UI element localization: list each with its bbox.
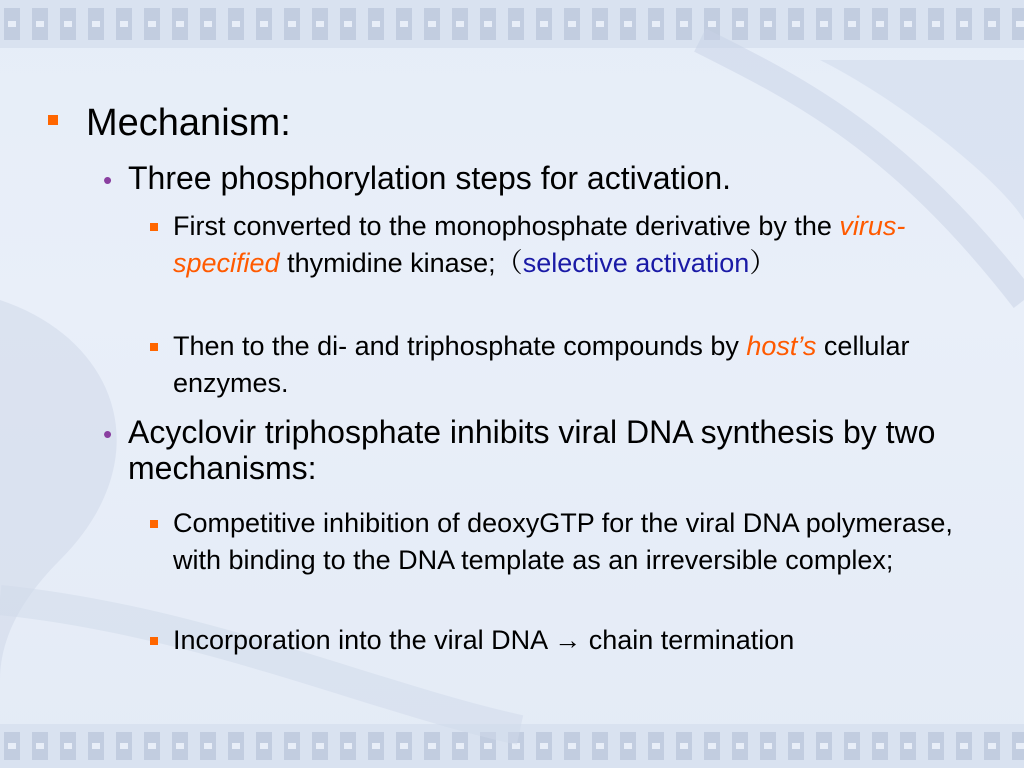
level2-bullet: • [103, 165, 113, 195]
level1-bullet [48, 115, 58, 125]
sub-point-monophosphate [173, 208, 993, 282]
text-segment: ） [749, 248, 777, 278]
level2-bullet: • [103, 419, 113, 449]
level3-bullet [150, 637, 158, 645]
level3-bullet [150, 520, 158, 528]
text-segment: cellular enzymes. [173, 331, 910, 398]
sub-point-di-triphosphate [173, 328, 993, 402]
sub-point-chain-termination: Incorporation into the viral DNA → chain termination [173, 625, 795, 655]
level3-bullet [150, 343, 158, 351]
highlight-hosts: host’s [746, 331, 817, 361]
text-segment: thymidine kinase;（ [279, 248, 523, 278]
point-acyclovir-triphosphate: Acyclovir triphosphate inhibits viral DNA synthesis by two mechanisms: [128, 414, 936, 486]
text-segment: First converted to the monophosphate derivative by the [173, 211, 840, 241]
highlight-virus-specified: virus-specified [173, 211, 906, 278]
text-segment: Then to the di- and triphosphate compounds by [173, 331, 747, 361]
heading-mechanism: Mechanism: [86, 102, 291, 144]
sub-point-competitive-inhibition: Competitive inhibition of deoxyGTP for the viral DNA polymerase, with binding to the DNA template as an irreversible complex; [173, 508, 953, 575]
point-phosphorylation: Three phosphorylation steps for activation. [128, 160, 731, 196]
level3-bullet [150, 223, 158, 231]
highlight-selective-activation: selective activation [522, 248, 750, 278]
